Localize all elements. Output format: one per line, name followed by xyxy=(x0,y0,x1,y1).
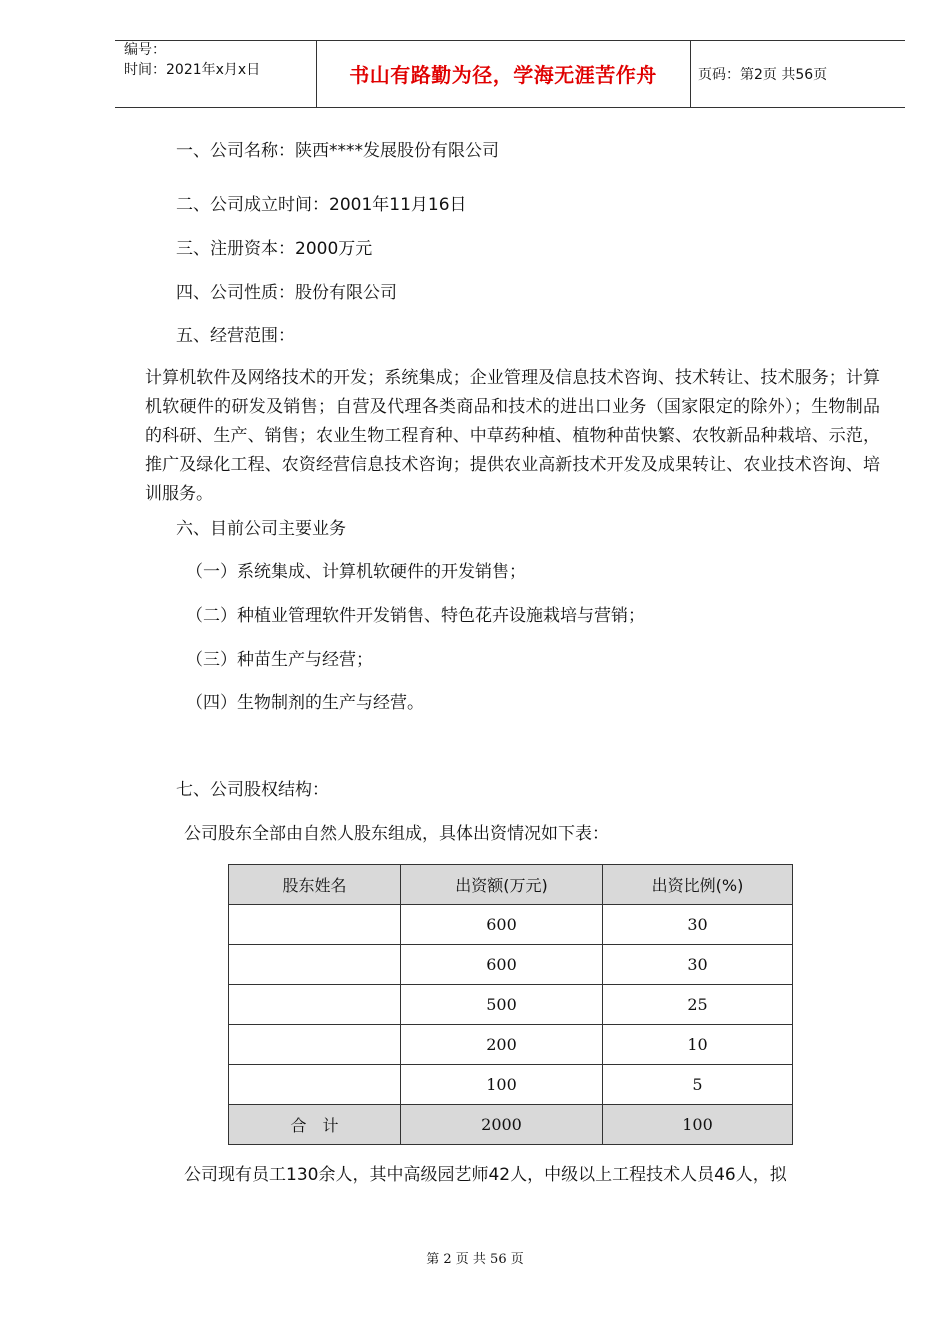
section-company-name: 一、公司名称：陕西****发展股份有限公司 xyxy=(176,141,499,161)
header-number-label: 编号： xyxy=(124,42,166,58)
table-row xyxy=(229,1065,793,1105)
header-bottom-rule xyxy=(115,107,905,108)
cell-ratio: 30 xyxy=(603,945,793,985)
main-business-item: （四）生物制剂的生产与经营。 xyxy=(186,693,424,713)
header-divider-right xyxy=(690,40,691,107)
cell-amount: 600 xyxy=(401,945,603,985)
header-page-info: 页码：第2页 共56页 xyxy=(698,66,828,83)
total-amount: 2000 xyxy=(401,1105,603,1145)
cell-amount: 600 xyxy=(401,905,603,945)
column-header-amount: 出资额(万元) xyxy=(401,865,603,905)
table-row xyxy=(229,905,793,945)
main-business-item: （一）系统集成、计算机软硬件的开发销售； xyxy=(186,562,526,582)
cell-ratio: 25 xyxy=(603,985,793,1025)
cell-ratio: 30 xyxy=(603,905,793,945)
section-registered-capital: 三、注册资本：2000万元 xyxy=(176,239,373,259)
section-main-business-title: 六、目前公司主要业务 xyxy=(176,519,346,539)
business-scope-paragraph: 计算机软件及网络技术的开发；系统集成；企业管理及信息技术咨询、技术转让、技术服务；计算机软硬件的研发及销售；自营及代理各类商品和技术的进出口业务（国家限定的除外）；生物制品的科研、生产、销售；农业生物工程育种、中草药种植、植物种苗快繁、农牧新品种栽培、示范，推广及绿化工程、农资经营信息技术咨询；提供农业高新技术开发及成果转让、农业技术咨询、培训服务。 xyxy=(145,368,880,504)
staff-paragraph: 公司现有员工130余人，其中高级园艺师42人，中级以上工程技术人员46人，拟 xyxy=(184,1165,787,1185)
section-business-scope-title: 五、经营范围： xyxy=(176,326,295,346)
section-equity-title: 七、公司股权结构： xyxy=(176,780,329,800)
cell-ratio: 5 xyxy=(603,1065,793,1105)
cell-name xyxy=(229,945,401,985)
cell-amount: 500 xyxy=(401,985,603,1025)
shareholder-table xyxy=(228,864,793,1145)
cell-amount: 200 xyxy=(401,1025,603,1065)
cell-ratio: 10 xyxy=(603,1025,793,1065)
total-ratio: 100 xyxy=(603,1105,793,1145)
column-header-ratio: 出资比例(%) xyxy=(603,865,793,905)
page-footer: 第 2 页 共 56 页 xyxy=(426,1252,524,1267)
cell-name xyxy=(229,1065,401,1105)
table-row xyxy=(229,1025,793,1065)
table-row xyxy=(229,985,793,1025)
table-row xyxy=(229,945,793,985)
section-company-type: 四、公司性质：股份有限公司 xyxy=(176,283,397,303)
column-header-name: 股东姓名 xyxy=(229,865,401,905)
equity-intro: 公司股东全部由自然人股东组成，具体出资情况如下表： xyxy=(184,824,609,844)
table-total-row xyxy=(229,1105,793,1145)
cell-name xyxy=(229,1025,401,1065)
main-business-item: （二）种植业管理软件开发销售、特色花卉设施栽培与营销； xyxy=(186,606,645,626)
cell-name xyxy=(229,905,401,945)
header-motto: 书山有路勤为径，学海无涯苦作舟 xyxy=(349,63,657,87)
header-time-label: 时间：2021年x月x日 xyxy=(124,62,261,78)
main-business-item: （三）种苗生产与经营； xyxy=(186,650,373,670)
header-left-cell xyxy=(124,40,260,80)
section-founding-date: 二、公司成立时间：2001年11月16日 xyxy=(176,195,467,215)
cell-amount: 100 xyxy=(401,1065,603,1105)
table-header-row xyxy=(229,865,793,905)
total-label: 合 计 xyxy=(229,1105,401,1145)
cell-name xyxy=(229,985,401,1025)
